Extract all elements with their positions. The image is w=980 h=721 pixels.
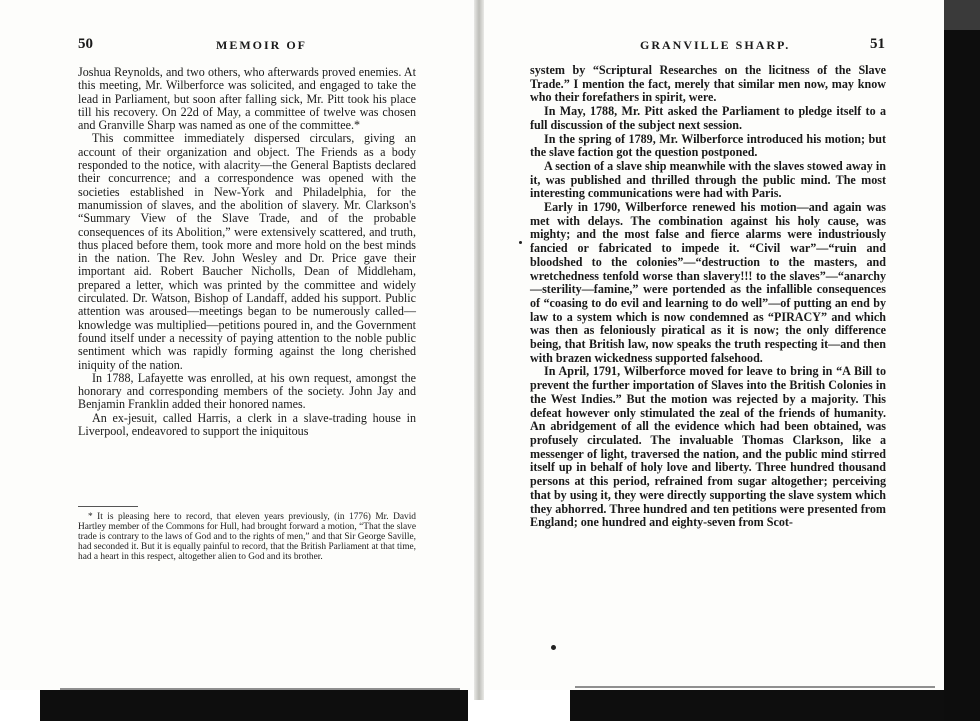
book-gutter <box>474 0 484 700</box>
footnote-rule <box>78 506 138 507</box>
paragraph: In the spring of 1789, Mr. Wilberforce introduced his motion; but the slave faction got the question postponed. <box>530 131 886 160</box>
paragraph: In May, 1788, Mr. Pitt asked the Parliament to pledge itself to a full discussion of the subject next session. <box>530 104 886 132</box>
left-page-text <box>78 66 416 438</box>
page-edge-shadow <box>944 30 980 721</box>
right-page-text <box>530 64 886 530</box>
paragraph: Early in 1790, Wilberforce renewed his motion—and again was met with delays. The combination against his holy cause, was mighty; and the most false and fierce alarms were industriously fancied or fabricated to impede it. “Civil war”—“ruin and bloodshed to the colonies”—“destruction to the masters, and wretchedness tenfold worse than slavery!!! to the slaves”—“anarchy—sterility—famine,” were portended as the infallible consequences of “coasing to do evil and learning to do well”—of putting an end by law to a system which is now condemned as “PIRACY” and which was then as feloniously piratical as it is now; the only difference being, that British law, now speaks the truth respecting it—and then with brazen wickedness supported falsehood. <box>530 200 886 365</box>
paragraph: Joshua Reynolds, and two others, who afterwards proved enemies. At this meeting, Mr. Wilberforce was solicited, and engaged to take the lead in Parliament, but soon after falling sick, Mr. Pitt took his place till his recovery. On 22d of May, a committee of twelve was chosen and Granville Sharp was named as one of the committee.* <box>78 65 416 133</box>
scan-streak <box>60 688 460 690</box>
paragraph: In 1788, Lafayette was enrolled, at his own request, amongst the honorary and corresponding members of the society. John Jay and Benjamin Franklin added their honored names. <box>78 370 416 412</box>
left-page-number: 50 <box>78 36 93 52</box>
scan-streak <box>575 686 935 688</box>
paragraph: This committee immediately dispersed circulars, giving an account of their organization and object. The Friends as a body responded to the notice, with alacrity—the General Baptists declared their concurrence; and a correspondence was opened with the societies established in New-York and Philadelphia, for the manumission of slaves, and the abolition of slavery. Mr. Clarkson's “Summary View of the Slave Trade, and of the probable consequences of its Abolition,” were extensively scattered, and truth, thus placed before them, took more and more hold on the best minds in the nation. The Rev. John Wesley and Dr. Price gave their important aid. Robert Baucher Nicholls, Dean of Middleham, prepared a letter, which was printed by the committee and widely circulated. Dr. Watson, Bishop of Landaff, added his support. Public attention was aroused—meetings began to be numerously called—knowledge was multiplied—petitions poured in, and the Government found itself under a necessity of paying attention to the noble public sentiment which was rapidly forming against the long cherished iniquity of the nation. <box>78 131 416 372</box>
ink-speck <box>519 241 522 244</box>
scan-bottom-edge-right <box>570 690 944 721</box>
right-page-number: 51 <box>870 36 885 52</box>
paragraph: In April, 1791, Wilberforce moved for leave to bring in “A Bill to prevent the further importation of Slaves into the British Colonies in the West Indies.” But the motion was rejected by a majority. This defeat however only stimulated the zeal of the friends of humanity. An abridgement of all the evidence which had been obtained, was profusely circulated. The invaluable Thomas Clarkson, like a messenger of light, traversed the nation, and the public mind stirred itself up in behalf of holy love and liberty. Three hundred thousand persons at this period, refrained from sugar altogether; perceiving that by using it, they were directly supporting the slave system which they abhorred. Three hundred and ten petitions were presented from England; one hundred and eighty-seven from Scot- <box>530 364 886 530</box>
left-running-head: MEMOIR OF <box>216 38 307 52</box>
paragraph: An ex-jesuit, called Harris, a clerk in a slave-trading house in Liverpool, endeavored to support the iniquitous <box>78 410 416 439</box>
paragraph: A section of a slave ship meanwhile with the slaves stowed away in it, was published and thrilled through the public mind. The most interesting communications were had with Paris. <box>530 158 886 201</box>
ink-speck <box>551 645 556 650</box>
page-edge-shadow-top <box>944 0 980 30</box>
footnote: * It is pleasing here to record, that eleven years previously, (in 1776) Mr. David Hartley member of the Commons for Hull, had brought forward a motion, “That the slave trade is contrary to the laws of God and to the rights of men,” and that Sir George Saville, had seconded it. But it is equally painful to record, that the British Parliament at that time, had a heart in this respect, altogether alien to God and its brother. <box>78 512 416 562</box>
scan-bottom-edge-left <box>40 690 468 721</box>
right-running-head: GRANVILLE SHARP. <box>640 38 791 52</box>
paragraph: system by “Scriptural Researches on the licitness of the Slave Trade.” I mention the fact, merely that similar men now, may know who their forefathers in spirit, were. <box>530 63 886 105</box>
